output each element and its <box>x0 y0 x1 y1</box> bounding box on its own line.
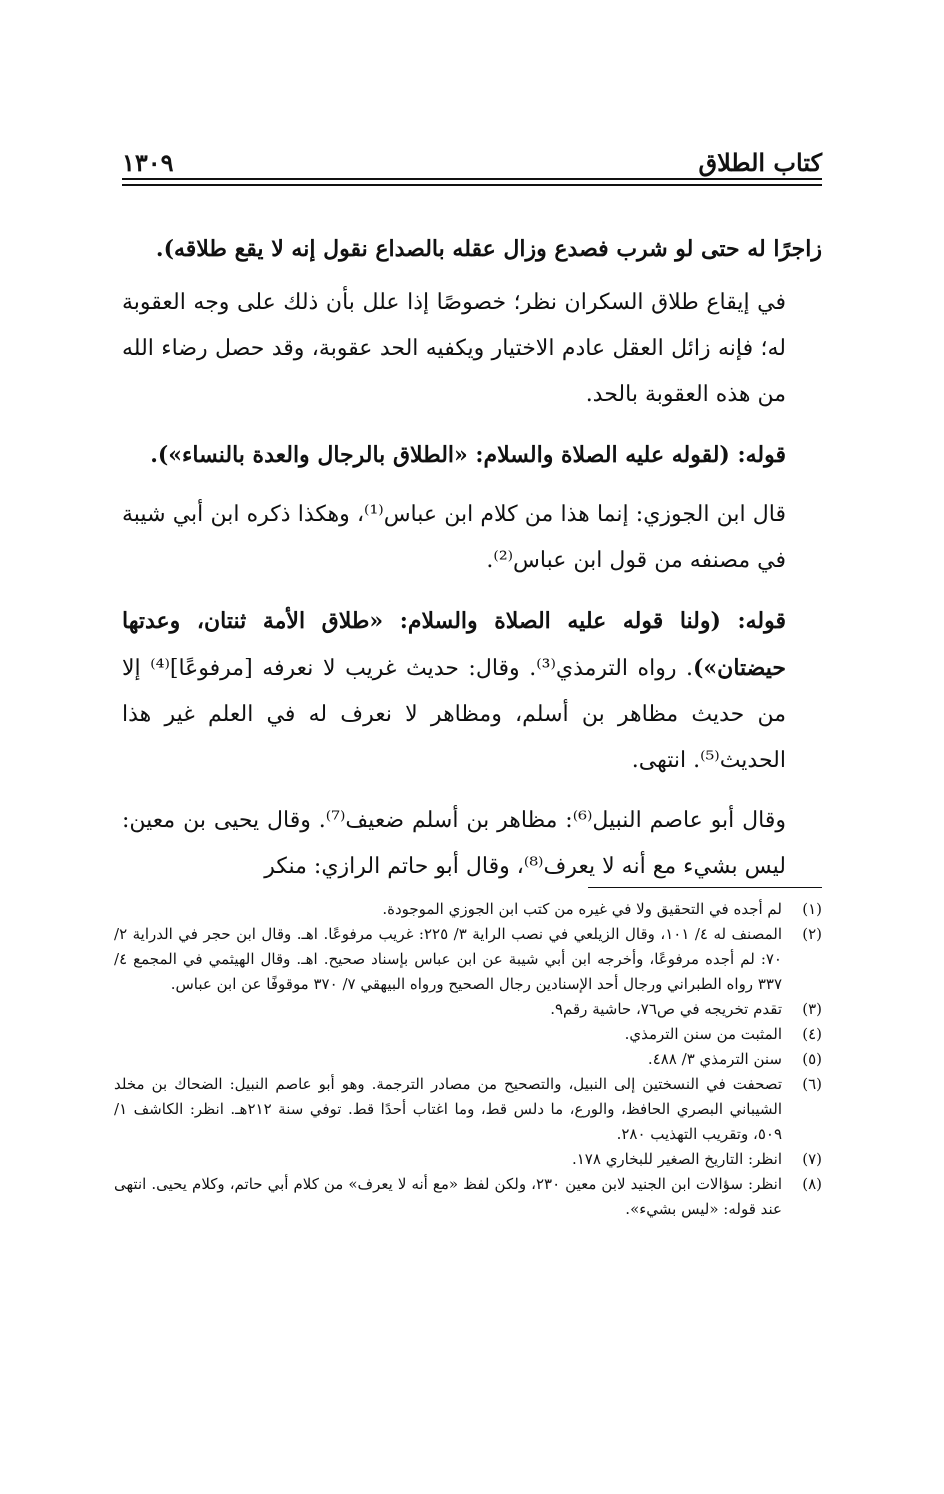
footnote <box>114 1072 822 1147</box>
footnote-number: (٤) <box>802 1025 822 1043</box>
footnote <box>114 1047 822 1072</box>
footnote-text: تصحفت في النسختين إلى النبيل، والتصحيح من مصادر الترجمة. وهو أبو عاصم النبيل: الضحاك بن مخلد الشيباني البصري الحافظ، والورع، ما دلس قط، وما اغتاب أحدًا قط. توفي سنة ٢١٢هـ. انظر: الكاشف ١/ ٥٠٩، وتقريب التهذيب ٢٨٠. <box>114 1075 782 1143</box>
header-rule-bottom <box>122 184 822 186</box>
footnote-text: انظر: التاريخ الصغير للبخاري ١٧٨. <box>571 1150 782 1168</box>
paragraph-matn-continuation: زاجرًا له حتى لو شرب فصدع وزال عقله بالصداع نقول إنه لا يقع طلاقه). <box>155 236 822 262</box>
footnote-separator <box>588 887 822 888</box>
footnote-text: انظر: سؤالات ابن الجنيد لابن معين ٢٣٠، ولكن لفظ «مع أنه لا يعرف» من كلام أبي حاتم، وكلام يحيى. انتهى عند قوله: «ليس بشيء». <box>114 1175 782 1218</box>
page-header <box>122 148 822 178</box>
footnote-text: لم أجده في التحقيق ولا في غيره من كتب ابن الجوزي الموجودة. <box>382 900 782 918</box>
page-number: ١٣٠٩ <box>122 148 174 177</box>
footnote-number: (٣) <box>802 1000 822 1018</box>
footnote-number: (٨) <box>802 1175 822 1193</box>
footnote-text: تقدم تخريجه في ص٧٦، حاشية رقم٩. <box>550 1000 782 1018</box>
footnote <box>114 1022 822 1047</box>
footnote-text: المصنف له ٤/ ١٠١، وقال الزيلعي في نصب الراية ٣/ ٢٢٥: غريب مرفوعًا. اهـ. وقال ابن حجر في الدراية ٢/ ٧٠: لم أجده مرفوعًا، وأخرجه ابن أبي شيبة عن ابن عباس بإسناد صحيح. اهـ. وقال الهيثمي في المجمع ٤/ ٣٣٧ رواه الطبراني ورجال أحد الإسنادين رجال الصحيح ورواه البيهقي ٧/ ٣٧٠ موقوفًا عن ابن عباس. <box>114 925 782 993</box>
paragraph-commentary-1: في إيقاع طلاق السكران نظر؛ خصوصًا إذا علل بأن ذلك على وجه العقوبة له؛ فإنه زائل العقل عادم الاختيار ويكفيه الحد عقوبة، وقد حصل رضاء الله من هذه العقوبة بالحد. <box>122 290 786 407</box>
footnote <box>114 997 822 1022</box>
footnote <box>114 922 822 997</box>
matn-quote-commentary: . رواه الترمذي⁽³⁾. وقال: حديث غريب لا نعرفه [مرفوعًا]⁽⁴⁾ إلا من حديث مظاهر بن أسلم، ومظاهر لا نعرف له في العلم غير هذا الحديث⁽⁵⁾. انتهى. <box>122 656 786 773</box>
footnote <box>114 897 822 922</box>
paragraph-matn-quote-1: قوله: (لقوله عليه الصلاة والسلام: «الطلاق بالرجال والعدة بالنساء»). <box>150 442 786 468</box>
header-rule-top <box>122 178 822 180</box>
footnote <box>114 1147 822 1172</box>
footnote-number: (٧) <box>802 1150 822 1168</box>
matn-quote-bold: قوله: (ولنا قوله عليه الصلاة والسلام: «طلاق الأمة ثنتان، وعدتها حيضتان») <box>122 608 786 681</box>
footnotes <box>114 897 822 1222</box>
footnote-number: (٢) <box>802 925 822 943</box>
paragraph-commentary-2: قال ابن الجوزي: إنما هذا من كلام ابن عباس⁽¹⁾، وهكذا ذكره ابن أبي شيبة في مصنفه من قول ابن عباس⁽²⁾. <box>122 502 786 573</box>
footnote-number: (٦) <box>802 1075 822 1093</box>
main-text <box>122 226 822 904</box>
paragraph-commentary-3: وقال أبو عاصم النبيل⁽⁶⁾: مظاهر بن أسلم ضعيف⁽⁷⁾. وقال يحيى بن معين: ليس بشيء مع أنه لا يعرف⁽⁸⁾، وقال أبو حاتم الرازي: منكر <box>122 808 787 879</box>
footnote-text: سنن الترمذي ٣/ ٤٨٨. <box>647 1050 782 1068</box>
footnote-number: (٥) <box>802 1050 822 1068</box>
footnote <box>114 1172 822 1222</box>
footnote-number: (١) <box>802 900 822 918</box>
chapter-title: كتاب الطلاق <box>698 148 822 177</box>
footnote-text: المثبت من سنن الترمذي. <box>624 1025 782 1043</box>
paragraph-matn-quote-2 <box>122 598 822 784</box>
